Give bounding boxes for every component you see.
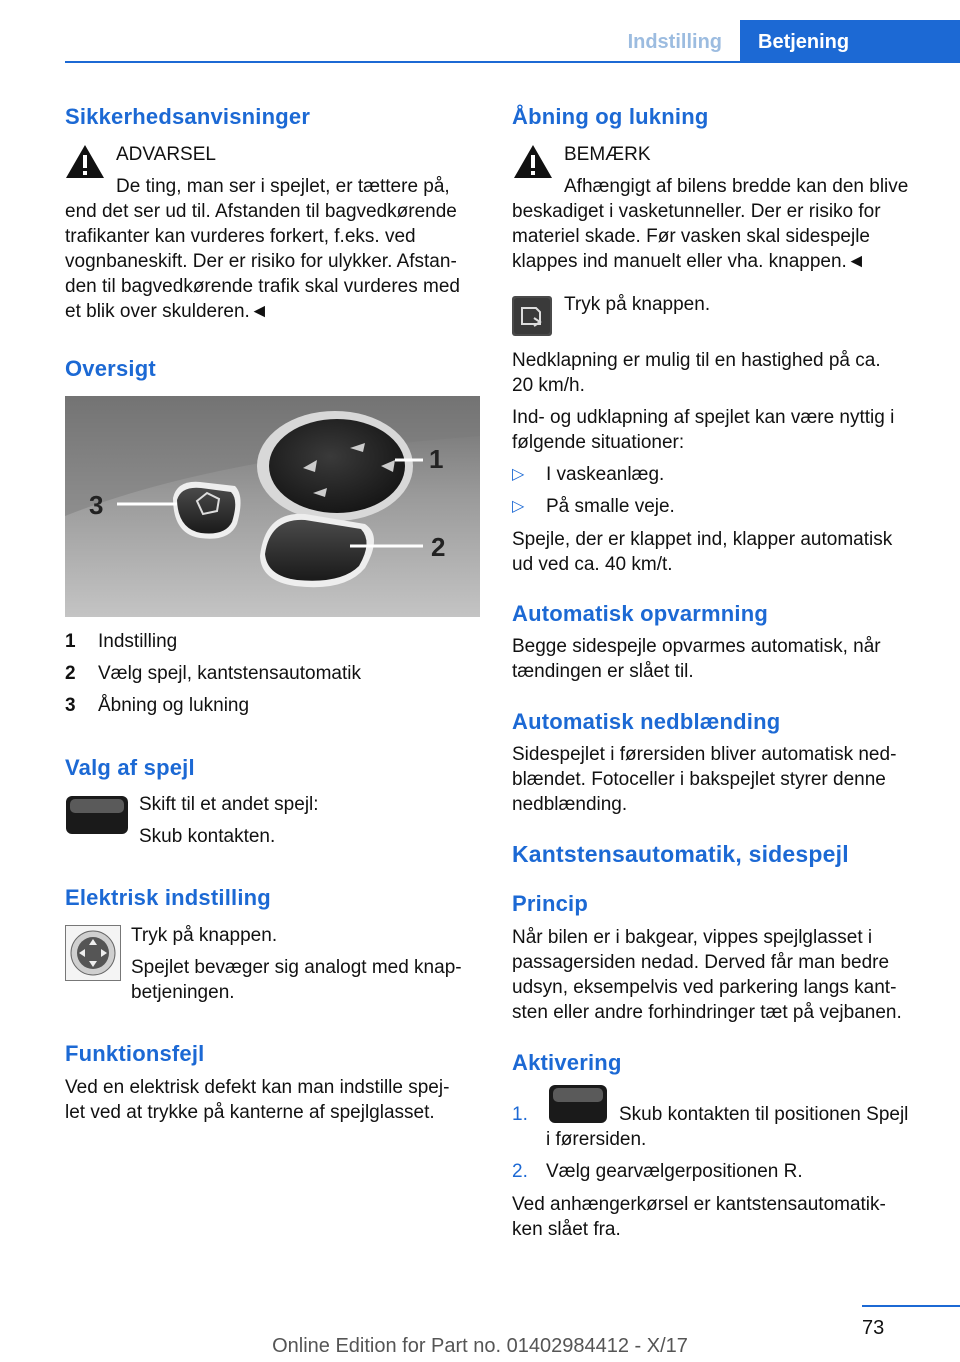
tab-betjening[interactable]: Betjening (740, 20, 960, 62)
principle-line: passagersiden nedad. Derved får man bedre (512, 952, 890, 973)
figure-label: 3 (89, 490, 104, 520)
electric-line-2: Spejlet bevæger sig analogt med knap- (131, 957, 462, 978)
legend-text: Åbning og lukning (98, 695, 250, 716)
step-number: 1. (512, 1104, 528, 1125)
heading-electric: Elektrisk indstilling (65, 885, 271, 910)
step-2-text: Vælg gearvælgerpositionen R. (546, 1161, 803, 1182)
page-number: 73 (862, 1317, 885, 1339)
legend-number: 3 (65, 695, 76, 716)
principle-line: udsyn, eksempelvis ved parkering langs kant- (512, 977, 897, 998)
warning-line: et blik over skulderen.◄ (65, 301, 269, 322)
bullet-marker: ▷ (512, 498, 525, 515)
press-button-text: Tryk på knappen. (564, 294, 711, 315)
legend-text: Vælg spejl, kantstensautomatik (98, 663, 361, 684)
step-1-text: Skub kontakten til positionen Spejl (619, 1104, 909, 1125)
mirror-switch-icon (548, 1084, 608, 1124)
select-line-1: Skift til et andet spejl: (139, 794, 319, 815)
trailer-line: Ved anhængerkørsel er kantstensautomatik- (512, 1194, 886, 1215)
heat-line: tændingen er slået til. (512, 661, 694, 682)
note-line: klappes ind manuelt eller vha. knappen.◄ (512, 251, 866, 272)
mirror-switch-icon (65, 795, 129, 835)
note-line-1: Afhængigt af bilens bredde kan den blive (564, 176, 909, 197)
heading-safety: Sikkerhedsanvisninger (65, 104, 311, 129)
dim-line: blændet. Fotoceller i bakspejlet styrer denne (512, 769, 886, 790)
note-line: materiel skade. Før vasken skal sidespejle (512, 226, 870, 247)
warning-line: end det ser ud til. Afstanden til bagvedkørende (65, 201, 457, 222)
step-number: 2. (512, 1161, 528, 1182)
mirror-controls-figure (65, 396, 480, 617)
header-rule (65, 61, 960, 63)
heading-open-close: Åbning og lukning (512, 104, 709, 129)
heading-select-mirror: Valg af spejl (65, 755, 195, 780)
legend-text: Indstilling (98, 631, 178, 652)
principle-line: sten eller andre forhindringer tæt på vejbanen. (512, 1002, 902, 1023)
warning-line: den til bagvedkørende trafik skal vurderes med (65, 276, 460, 297)
warning-line: vognbaneskift. Der er risiko for ulykker. Afstan- (65, 251, 457, 272)
bullet-item: På smalle veje. (546, 496, 675, 517)
note-title: BEMÆRK (564, 144, 651, 165)
heading-dimming: Automatisk nedblænding (512, 709, 781, 734)
header-tabs (610, 20, 960, 62)
fault-line: let ved at trykke på kanterne af spejlglasset. (65, 1102, 435, 1123)
bullet-item: I vaskeanlæg. (546, 464, 665, 485)
warning-title: ADVARSEL (116, 144, 216, 165)
page-number-rule (862, 1305, 960, 1307)
auto-line: Spejle, der er klappet ind, klapper automatisk (512, 529, 893, 550)
dim-line: nedblænding. (512, 794, 628, 815)
electric-line-3: betjeningen. (131, 982, 235, 1003)
speed-line: 20 km/h. (512, 375, 585, 396)
heading-principle: Princip (512, 891, 588, 916)
warning-line-1: De ting, man ser i spejlet, er tættere på, (116, 176, 450, 197)
edition-footer: Online Edition for Part no. 01402984412 - X/17 (272, 1335, 688, 1357)
heat-line: Begge sidespejle opvarmes automatisk, når (512, 636, 881, 657)
legend-number: 2 (65, 663, 76, 684)
warning-line: trafikanter kan vurderes forkert, f.eks. ved (65, 226, 416, 247)
useful-line: følgende situationer: (512, 432, 685, 453)
electric-line-1: Tryk på knappen. (131, 925, 278, 946)
step-1-text-cont: i førersiden. (546, 1129, 647, 1150)
figure-label: 2 (431, 532, 446, 562)
caution-icon (512, 143, 554, 181)
bullet-marker: ▷ (512, 466, 525, 483)
speed-line: Nedklapning er mulig til en hastighed på ca. (512, 350, 881, 371)
note-line: beskadiget i vasketunneller. Der er risiko for (512, 201, 881, 222)
figure-label: 1 (429, 444, 444, 474)
warning-icon (64, 143, 106, 181)
heading-fault: Funktionsfejl (65, 1041, 205, 1066)
useful-line: Ind- og udklapning af spejlet kan være nyttig i (512, 407, 895, 428)
fold-mirror-button-icon (512, 296, 552, 336)
select-line-2: Skub kontakten. (139, 826, 276, 847)
heading-activation: Aktivering (512, 1050, 622, 1075)
principle-line: Når bilen er i bakgear, vippes spejlglasset i (512, 927, 873, 948)
legend-number: 1 (65, 631, 76, 652)
trailer-line: ken slået fra. (512, 1219, 621, 1240)
fault-line: Ved en elektrisk defekt kan man indstille spej- (65, 1077, 450, 1098)
heading-heating: Automatisk opvarmning (512, 601, 769, 626)
dim-line: Sidespejlet i førersiden bliver automatisk ned- (512, 744, 897, 765)
heading-kerb: Kantstensautomatik, sidespejl (512, 841, 849, 867)
auto-line: ud ved ca. 40 km/t. (512, 554, 673, 575)
tab-indstilling[interactable]: Indstilling (610, 20, 740, 62)
heading-overview: Oversigt (65, 356, 156, 381)
adjust-knob-icon (65, 925, 121, 981)
